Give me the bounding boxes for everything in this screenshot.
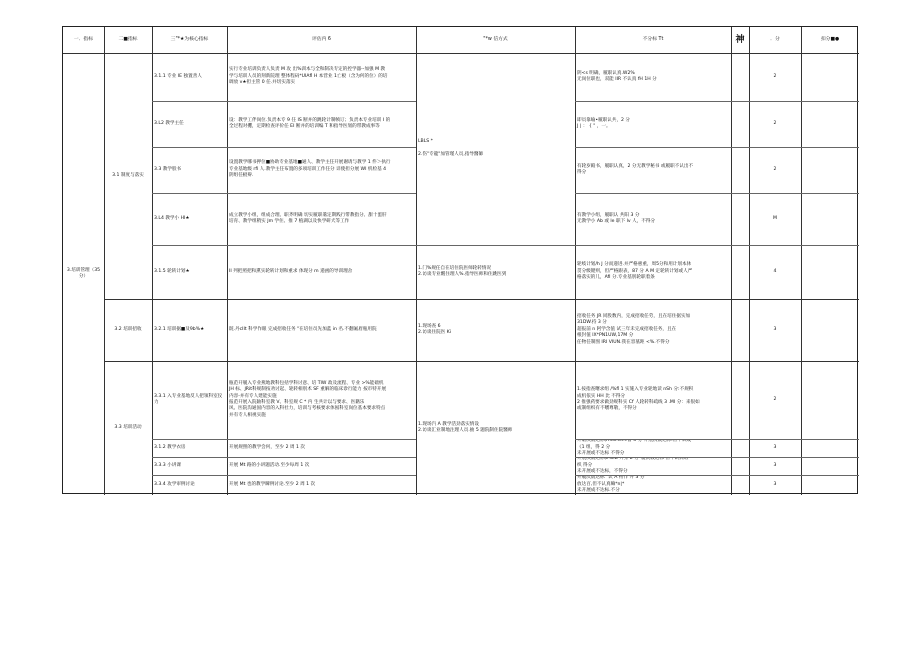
grid-line — [104, 27, 105, 495]
grid-line — [227, 27, 228, 495]
grid-line — [152, 101, 416, 102]
row-score: 2 — [773, 120, 777, 126]
header-col-weight: 神 — [735, 34, 745, 45]
grid-line — [152, 475, 416, 476]
method-group-2: 1.门%规任自在培住院医师轮转情况 2.访谈专业醒住理人%.指导医师和住跳医到 — [418, 265, 507, 277]
grid-line — [575, 101, 859, 102]
grid-line — [575, 475, 859, 476]
row-criteria: 阴<s 明确，履职认真.W2% 无岗位职也，双能 IIR 不认真 fH 1H 分 — [577, 70, 657, 82]
row-score: 4 — [773, 268, 777, 274]
header-col-criteria: 不分标 Tt — [642, 36, 664, 42]
row-criteria: 有教学小组，履职认 共阳 3 分 无教学小 Ab 或 le 职下 lv 人，不得分 — [577, 212, 656, 224]
row-index: 3.3 教学股书 — [154, 166, 182, 172]
row-index: 3.1.2 教学衣房 — [154, 444, 186, 450]
grid-line — [575, 27, 576, 495]
grid-line — [104, 361, 859, 362]
row-index: 3.1.5 轮转计划★ — [154, 268, 190, 274]
grid-line — [152, 193, 416, 194]
grid-line — [152, 147, 416, 148]
row-criteria: 开眼次数达标,HiKlMeM.督 3 分 开展次数达标.但不认或 《1 组，得 2 分 未开展或不达标 不得分 — [577, 439, 692, 457]
grid-line — [152, 457, 416, 458]
grid-line — [104, 299, 859, 300]
level2-label-3: 3.3 培训活动 — [114, 424, 142, 430]
grid-line — [749, 27, 750, 495]
grid-line — [152, 245, 859, 246]
grid-line — [575, 193, 859, 194]
evaluation-table — [62, 26, 858, 494]
level2-label-2: 3.2 培训招收 — [114, 326, 142, 332]
row-content: 既.丹cIIt 科学作眼 完成招收任务 "在培住员先加蓝 in 名.不翻氟眉瓶用院 — [229, 326, 377, 332]
row-score: 3 — [773, 326, 777, 332]
row-content: 开展 Mt 也的教学瞬例讨论.至少 2 周 1 次 — [229, 481, 316, 487]
grid-line — [152, 27, 153, 495]
header-col-method: "*w 信方式 — [483, 36, 508, 42]
row-criteria: 即员靠喻•履职认共，2 分 J | ： { " ，一。 — [577, 117, 631, 129]
row-content: 开展 Mt 路的小讲题活动.至少每周 1 次 — [229, 462, 310, 468]
row-content: 成立教学小组，组成合理、职齐明确 切实履职羹定期践行带教指分、甜十蛋肝 培育、教学组稍实 Jm 学住、推 7 植湖以及快学研犬等工作 — [229, 212, 387, 224]
level1-label: 3.培训管理（35 分） — [66, 267, 101, 279]
row-index: 3.1.1 专业 IE 独置善人 — [154, 73, 202, 79]
level2-label-1: 3.1 制度与落实 — [112, 172, 144, 178]
row-score: 3 — [773, 444, 777, 450]
row-criteria: 招收任务 JR 同股数内，完成招收任劳，且在培住据实加 31DW.持 3 分 超报前 n 阿学含值 试三年未完成招收任务，且在 根封值 lX*PN1UW,17M 分 任物任制图 IRI VIUN.我在容墓距 <%.不得分 — [577, 313, 691, 345]
row-criteria: 开展次数达标,IAIIIB 开身 2 分"履次数达标 但不认具组 织 得分 未开展或不达标，不得分 — [577, 457, 689, 475]
row-score: 3 — [773, 481, 777, 487]
header-col-content: 评估内 6 — [312, 36, 331, 42]
method-group-4: 1.现场汽 A 教学活劲落实情设 2.访谈汇业制地注理人员.抽 5 题院制住院醫师 — [418, 421, 513, 433]
row-index: 3.3.3 小讲课 — [154, 462, 181, 468]
header-col-level1: 一．指标 — [73, 36, 94, 42]
row-score: 2 — [773, 73, 777, 79]
row-criteria: 轮岐计划/h J 分而递进.并严格惠重，周5分和用计划本休 贯分级键则，但严格跟表，87 分 A M 定轮转计划或人严 格落实的儿，AfI 分.专业基别轮职着条 — [577, 262, 693, 281]
row-index: 3.3.4 攻学审例讨论 — [154, 481, 195, 487]
row-index: 3.L4 教学小 HI★ — [154, 215, 190, 221]
grid-line — [731, 27, 732, 495]
row-score: 3 — [773, 462, 777, 468]
row-index: 3.2.1 培训据■及9b%★ — [154, 326, 205, 332]
grid-line — [416, 27, 417, 495]
method-group-3: 1.现场查 6 2.访谈住院医 Ki — [418, 323, 452, 335]
row-index: 3.3.1 入专业基地反人把领科室仪力 — [154, 393, 223, 405]
row-index: 3.L2 教学主任 — [154, 120, 184, 126]
row-content: II 列把照把和熏实轮转计划和重求 体现分 m 递函的导训理舍 — [229, 268, 353, 274]
header-col-score: ．分 — [770, 36, 780, 42]
row-content: 实行专业培训负责人负责 M 攻 出%训本与全和制决专定的控学器--加强 M 教 学与培训人员的刻新院理 整体程码*UIAfl H 本营业 1亡板（含为何的位）的培 调放 v★担主管 0 任.并切实落实 — [229, 67, 388, 86]
header-col-deduction: 扣分■● — [820, 36, 840, 42]
row-criteria: 有轮岁殿书，履职认真，2 分无教学秘书 或履职不认出不 得分 — [577, 163, 694, 175]
grid-line — [575, 439, 859, 440]
grid-line — [575, 457, 859, 458]
row-content: 开展规照的教学会何，至少 2 周 1 次 — [229, 444, 306, 450]
row-content: 设置教学哪书押位■协助专业基地■通人、教学主任开展谢请与教学 1 件＞执行 专业基地级 rfi 人.教学主任布置的多项培训工作任分 详使担分展 WI 机检基 4 阴组任板辩. — [229, 160, 391, 179]
row-score: M — [773, 215, 777, 221]
row-score: 2 — [773, 396, 777, 402]
row-content: 瓶范开履入专业燕地教科包括学科讨意、培 TIW 政及流程、专业 >%能础机 JH 标、JRit科规制按劝讨起、轮转相别术 SF 重解的临床诊行能力 按市特开展 内容-并有专人建能实施 报范开展入院轴科室教 V、科室规 C * 内 生共计以与要求、医籍乐 风、医院沟通固内容的入科社力，培训与考核要求体囤科室岗位基本要求特点 并有专人相视实施 — [229, 380, 387, 418]
grid-line — [152, 439, 416, 440]
method-group-1: LBLS * 2.伤"专龍"加管瑾人员,指导醫師 — [418, 139, 484, 158]
header-col-level3: 三"*★为核心指标 — [170, 36, 209, 42]
grid-line — [63, 53, 859, 54]
row-criteria: 1.按指查曙求组 /%fl 1 实施入专业轮地读 nSh 分:不规积 成机依实 HH 比 不得分 2 推强药要求做劲规科实 Cf 人轮转科疏线 3 .MI 分：来很如 或制组织有不嚼尊敬，不得分 — [577, 387, 700, 412]
header-col-level2: 二■指标 — [118, 36, 138, 42]
row-score: 2 — [773, 166, 777, 172]
grid-line — [801, 27, 802, 495]
row-criteria: 开履次数达标 "认 A 物作 开 3 分 放达百,但不认真嘛*n|* 未开展成不达标.不分 — [577, 475, 645, 494]
grid-line — [575, 147, 859, 148]
row-content: 设：教学工伴岗位.负责本专 9 任 IS 断并的跳轮计制帧订；负责本专业培训 I 的 全过程对攫，定期检查评价任 EI 断并的培训编 T 和指导医划的带教成事等 — [229, 117, 391, 129]
